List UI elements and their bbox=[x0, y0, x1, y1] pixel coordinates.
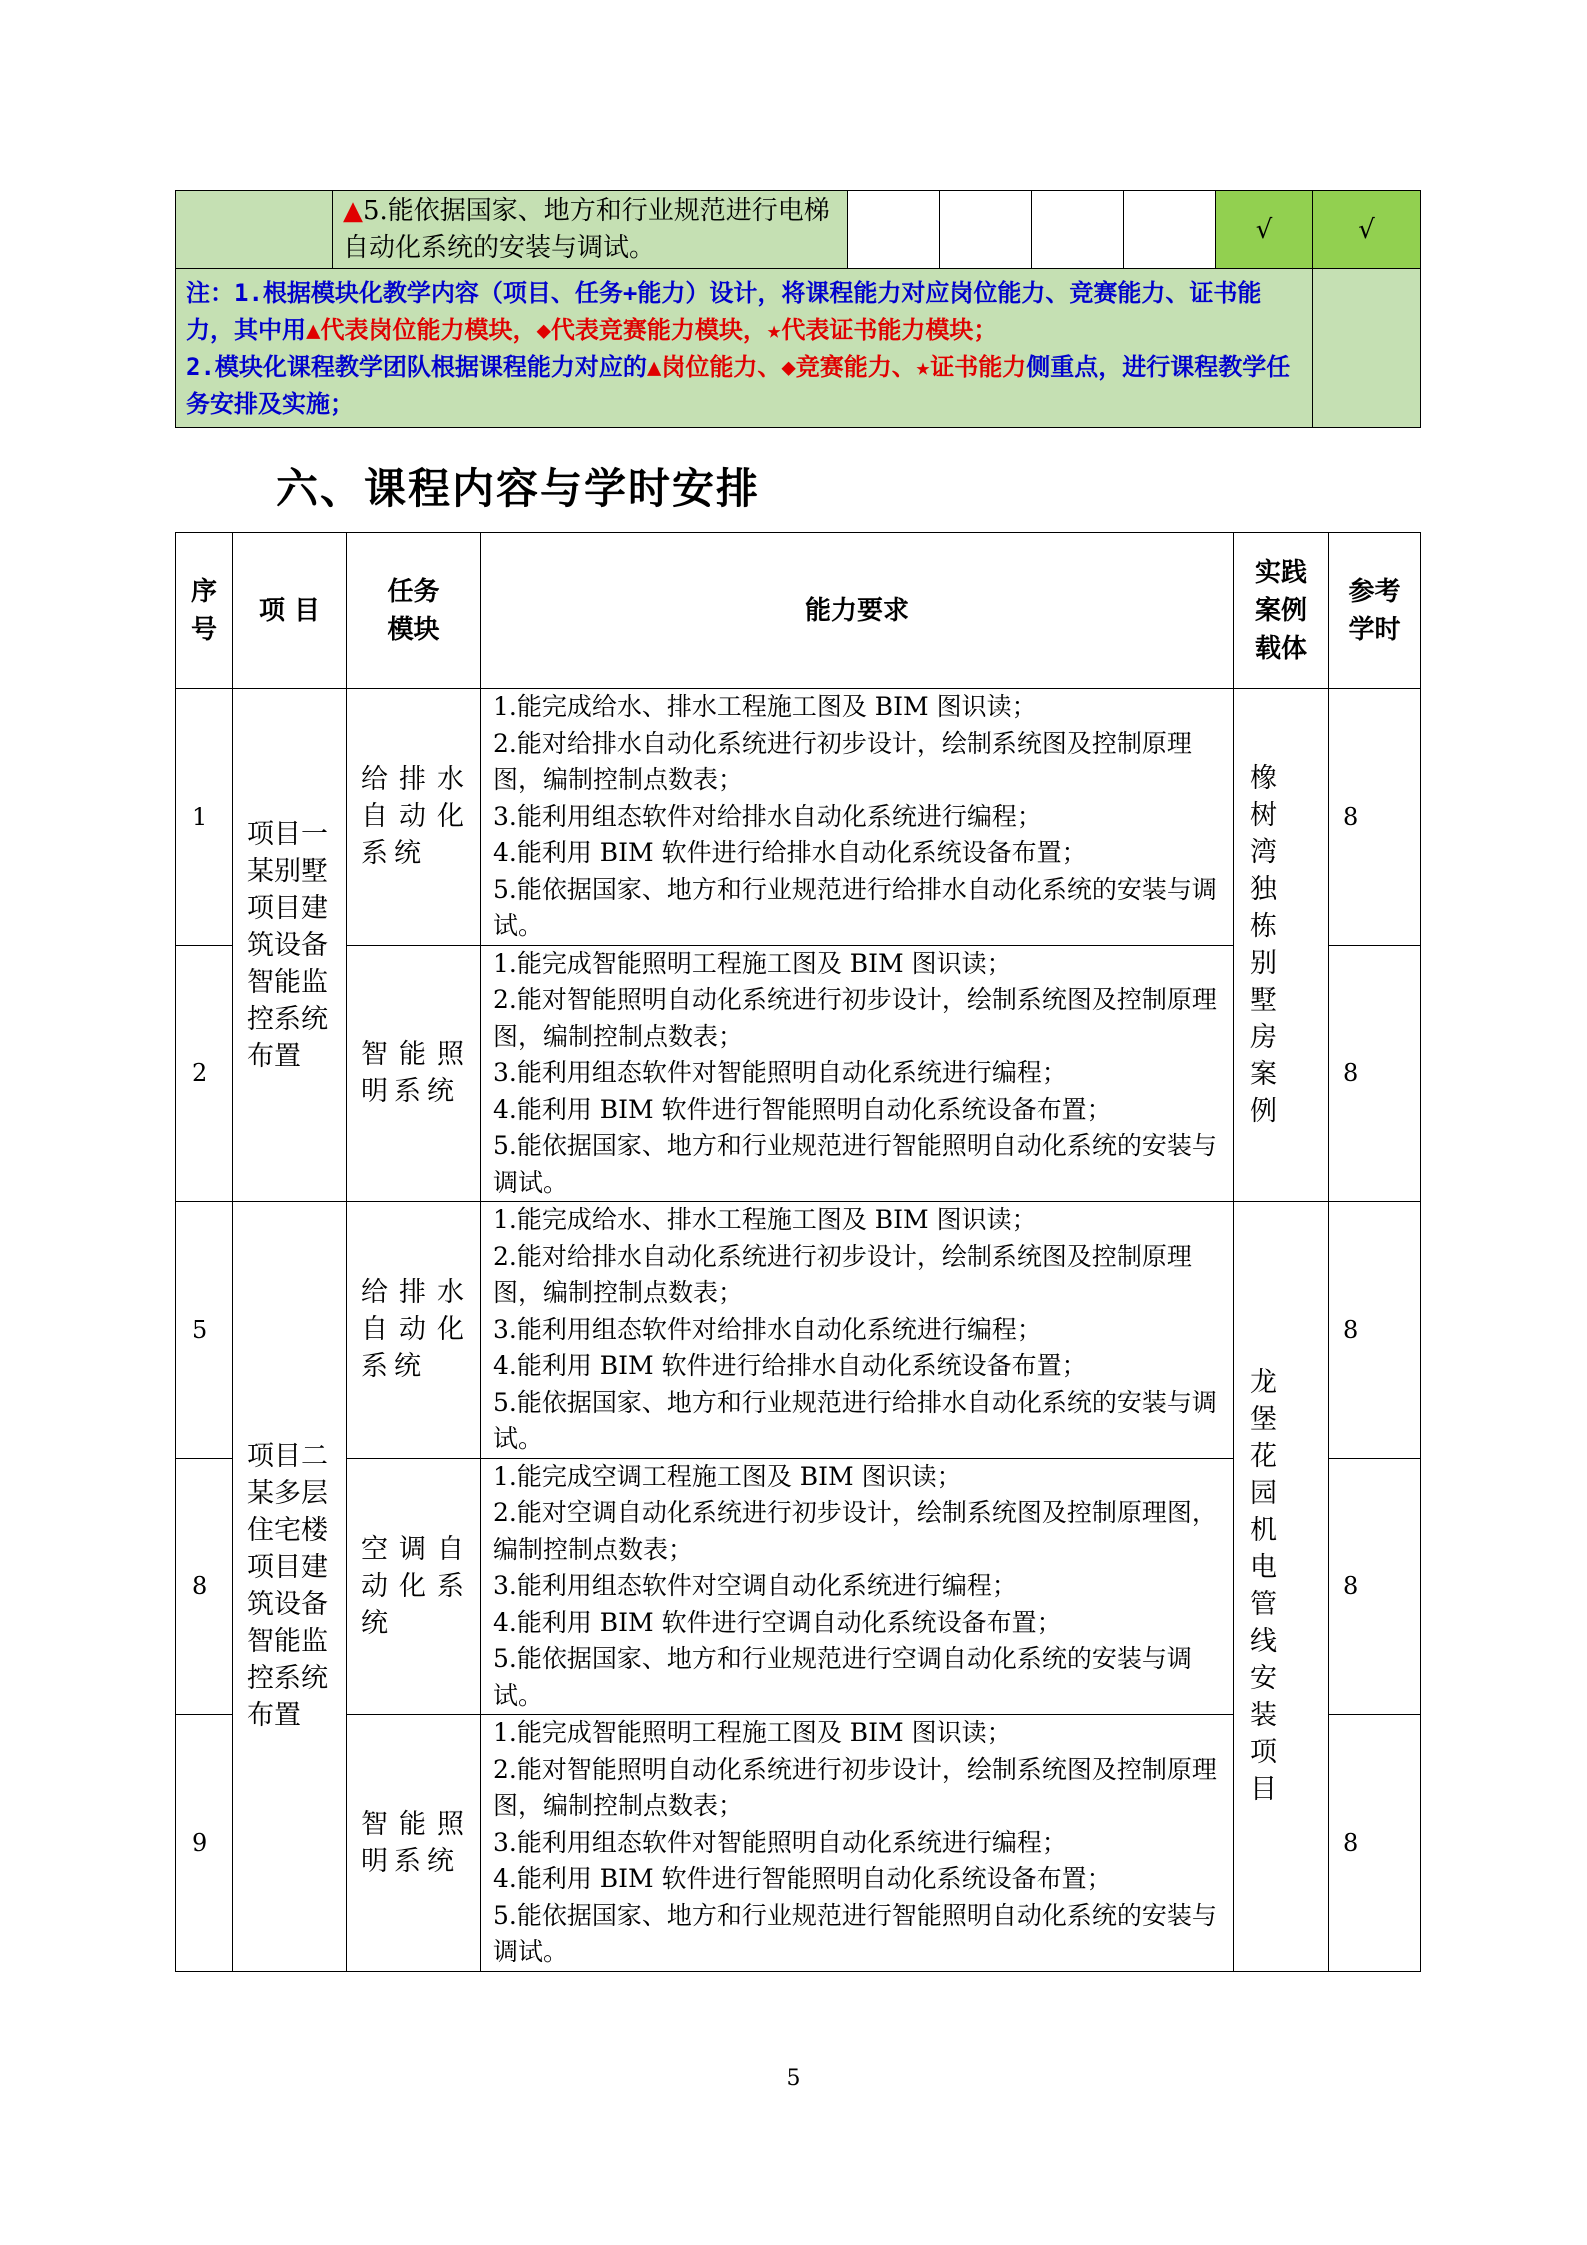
project-cell: 项目一某别墅项目建筑设备智能监控系统布置 bbox=[233, 689, 347, 1202]
note-row bbox=[176, 269, 1421, 428]
ability-line: 1.能完成给水、排水工程施工图及 BIM 图识读； bbox=[493, 1205, 1037, 1234]
ability-line: 5.能依据国家、地方和行业规范进行空调自动化系统的安装与调试。 bbox=[493, 1644, 1192, 1710]
ability-line: 5.能依据国家、地方和行业规范进行智能照明自动化系统的安装与调试。 bbox=[493, 1900, 1217, 1966]
blank-cell bbox=[848, 191, 940, 269]
ability-cell bbox=[481, 1715, 1234, 1972]
empty-cell bbox=[176, 191, 333, 269]
requirement-text: 5.能依据国家、地方和行业规范进行电梯自动化系统的安装与调试。 bbox=[343, 195, 830, 263]
hours-cell: 8 bbox=[1329, 689, 1421, 946]
hours-cell: 8 bbox=[1329, 1458, 1421, 1715]
ability-line: 1.能完成智能照明工程施工图及 BIM 图识读； bbox=[493, 1718, 1012, 1747]
case-cell: 橡树湾独栋别墅房案例 bbox=[1234, 689, 1329, 1202]
requirement-cell bbox=[333, 191, 848, 269]
header-ability: 能力要求 bbox=[481, 533, 1234, 689]
ability-line: 1.能完成给水、排水工程施工图及 BIM 图识读； bbox=[493, 692, 1037, 721]
seq-cell: 2 bbox=[176, 945, 233, 1202]
check-mark-cell: √ bbox=[1216, 191, 1313, 269]
seq-cell: 1 bbox=[176, 689, 233, 946]
hours-cell: 8 bbox=[1329, 945, 1421, 1202]
blank-cell bbox=[1032, 191, 1124, 269]
ability-line: 2.能对给排水自动化系统进行初步设计，绘制系统图及控制原理图，编制控制点数表； bbox=[493, 728, 1192, 794]
header-seq: 序号 bbox=[176, 533, 233, 689]
blank-cell bbox=[940, 191, 1032, 269]
seq-cell: 8 bbox=[176, 1458, 233, 1715]
ability-line: 2.能对给排水自动化系统进行初步设计，绘制系统图及控制原理图，编制控制点数表； bbox=[493, 1241, 1192, 1307]
ability-line: 1.能完成智能照明工程施工图及 BIM 图识读； bbox=[493, 948, 1012, 978]
ability-cell bbox=[481, 689, 1234, 946]
ability-line: 3.能利用组态软件对智能照明自动化系统进行编程； bbox=[493, 1058, 1067, 1087]
ability-line: 2.能对智能照明自动化系统进行初步设计，绘制系统图及控制原理图，编制控制点数表； bbox=[493, 985, 1217, 1051]
ability-line: 4.能利用 BIM 软件进行空调自动化系统设备布置； bbox=[493, 1607, 1062, 1637]
ability-cell bbox=[481, 1458, 1234, 1715]
header-case: 实践案例载体 bbox=[1234, 533, 1329, 689]
header-task: 任务模块 bbox=[347, 533, 481, 689]
table-row bbox=[176, 689, 1421, 946]
ability-mapping-table bbox=[175, 190, 1421, 428]
ability-line: 4.能利用 BIM 软件进行智能照明自动化系统设备布置； bbox=[493, 1864, 1112, 1893]
ability-line: 3.能利用组态软件对给排水自动化系统进行编程； bbox=[493, 801, 1042, 831]
note-part: 2.模块化课程教学团队根据课程能力对应的 bbox=[186, 353, 647, 381]
task-cell: 给排水自动化系统 bbox=[347, 689, 481, 946]
hours-cell: 8 bbox=[1329, 1202, 1421, 1459]
ability-line: 4.能利用 BIM 软件进行给排水自动化系统设备布置； bbox=[493, 1351, 1087, 1380]
table-row bbox=[176, 1202, 1421, 1459]
requirement-row bbox=[176, 191, 1421, 269]
note-markers: ▲岗位能力、◆竞赛能力、★证书能力 bbox=[646, 353, 1027, 381]
ability-line: 1.能完成空调工程施工图及 BIM 图识读； bbox=[493, 1461, 962, 1491]
triangle-marker-icon: ▲ bbox=[343, 195, 363, 226]
ability-line: 3.能利用组态软件对给排水自动化系统进行编程； bbox=[493, 1314, 1042, 1344]
ability-line: 4.能利用 BIM 软件进行智能照明自动化系统设备布置； bbox=[493, 1094, 1112, 1124]
note-markers: ▲代表岗位能力模块，◆代表竞赛能力模块，★代表证书能力模块； bbox=[306, 316, 998, 344]
page-number: 5 bbox=[786, 2066, 801, 2091]
section-title: 六、课程内容与学时安排 bbox=[276, 464, 761, 513]
ability-line: 5.能依据国家、地方和行业规范进行给排水自动化系统的安装与调试。 bbox=[493, 1387, 1217, 1453]
ability-line: 2.能对智能照明自动化系统进行初步设计，绘制系统图及控制原理图，编制控制点数表； bbox=[493, 1754, 1217, 1820]
hours-cell: 8 bbox=[1329, 1715, 1421, 1972]
task-cell: 智能照明系统 bbox=[347, 1715, 481, 1972]
header-project: 项 目 bbox=[233, 533, 347, 689]
seq-cell: 9 bbox=[176, 1715, 233, 1972]
note-part: 侧重点，进行课程教学任务安排及实施； bbox=[186, 353, 1291, 418]
header-row bbox=[176, 533, 1421, 689]
ability-line: 3.能利用组态软件对智能照明自动化系统进行编程； bbox=[493, 1827, 1067, 1857]
task-cell: 智能照明系统 bbox=[347, 945, 481, 1202]
ability-line: 4.能利用 BIM 软件进行给排水自动化系统设备布置； bbox=[493, 838, 1087, 867]
course-content-table bbox=[175, 532, 1421, 1972]
note-cell bbox=[176, 269, 1313, 428]
task-cell: 空调自动化系统 bbox=[347, 1458, 481, 1715]
task-cell: 给排水自动化系统 bbox=[347, 1202, 481, 1459]
project-cell: 项目二某多层住宅楼项目建筑设备智能监控系统布置 bbox=[233, 1202, 347, 1972]
ability-line: 5.能依据国家、地方和行业规范进行给排水自动化系统的安装与调试。 bbox=[493, 874, 1217, 940]
ability-cell bbox=[481, 945, 1234, 1202]
ability-cell bbox=[481, 1202, 1234, 1459]
case-cell: 龙堡花园机电管线安装项目 bbox=[1234, 1202, 1329, 1972]
check-mark-cell: √ bbox=[1313, 191, 1421, 269]
empty-cell bbox=[1313, 269, 1421, 428]
header-hours: 参考学时 bbox=[1329, 533, 1421, 689]
note-part: 注：1.根据模块化教学内容（项目、任务+能力）设计，将课程能力对应岗位能力、竞赛能力、证书能力，其中用 bbox=[186, 279, 1262, 344]
ability-line: 3.能利用组态软件对空调自动化系统进行编程； bbox=[493, 1571, 1017, 1600]
seq-cell: 5 bbox=[176, 1202, 233, 1459]
ability-line: 5.能依据国家、地方和行业规范进行智能照明自动化系统的安装与调试。 bbox=[493, 1131, 1217, 1197]
blank-cell bbox=[1124, 191, 1216, 269]
ability-line: 2.能对空调自动化系统进行初步设计，绘制系统图及控制原理图，编制控制点数表； bbox=[493, 1498, 1217, 1564]
